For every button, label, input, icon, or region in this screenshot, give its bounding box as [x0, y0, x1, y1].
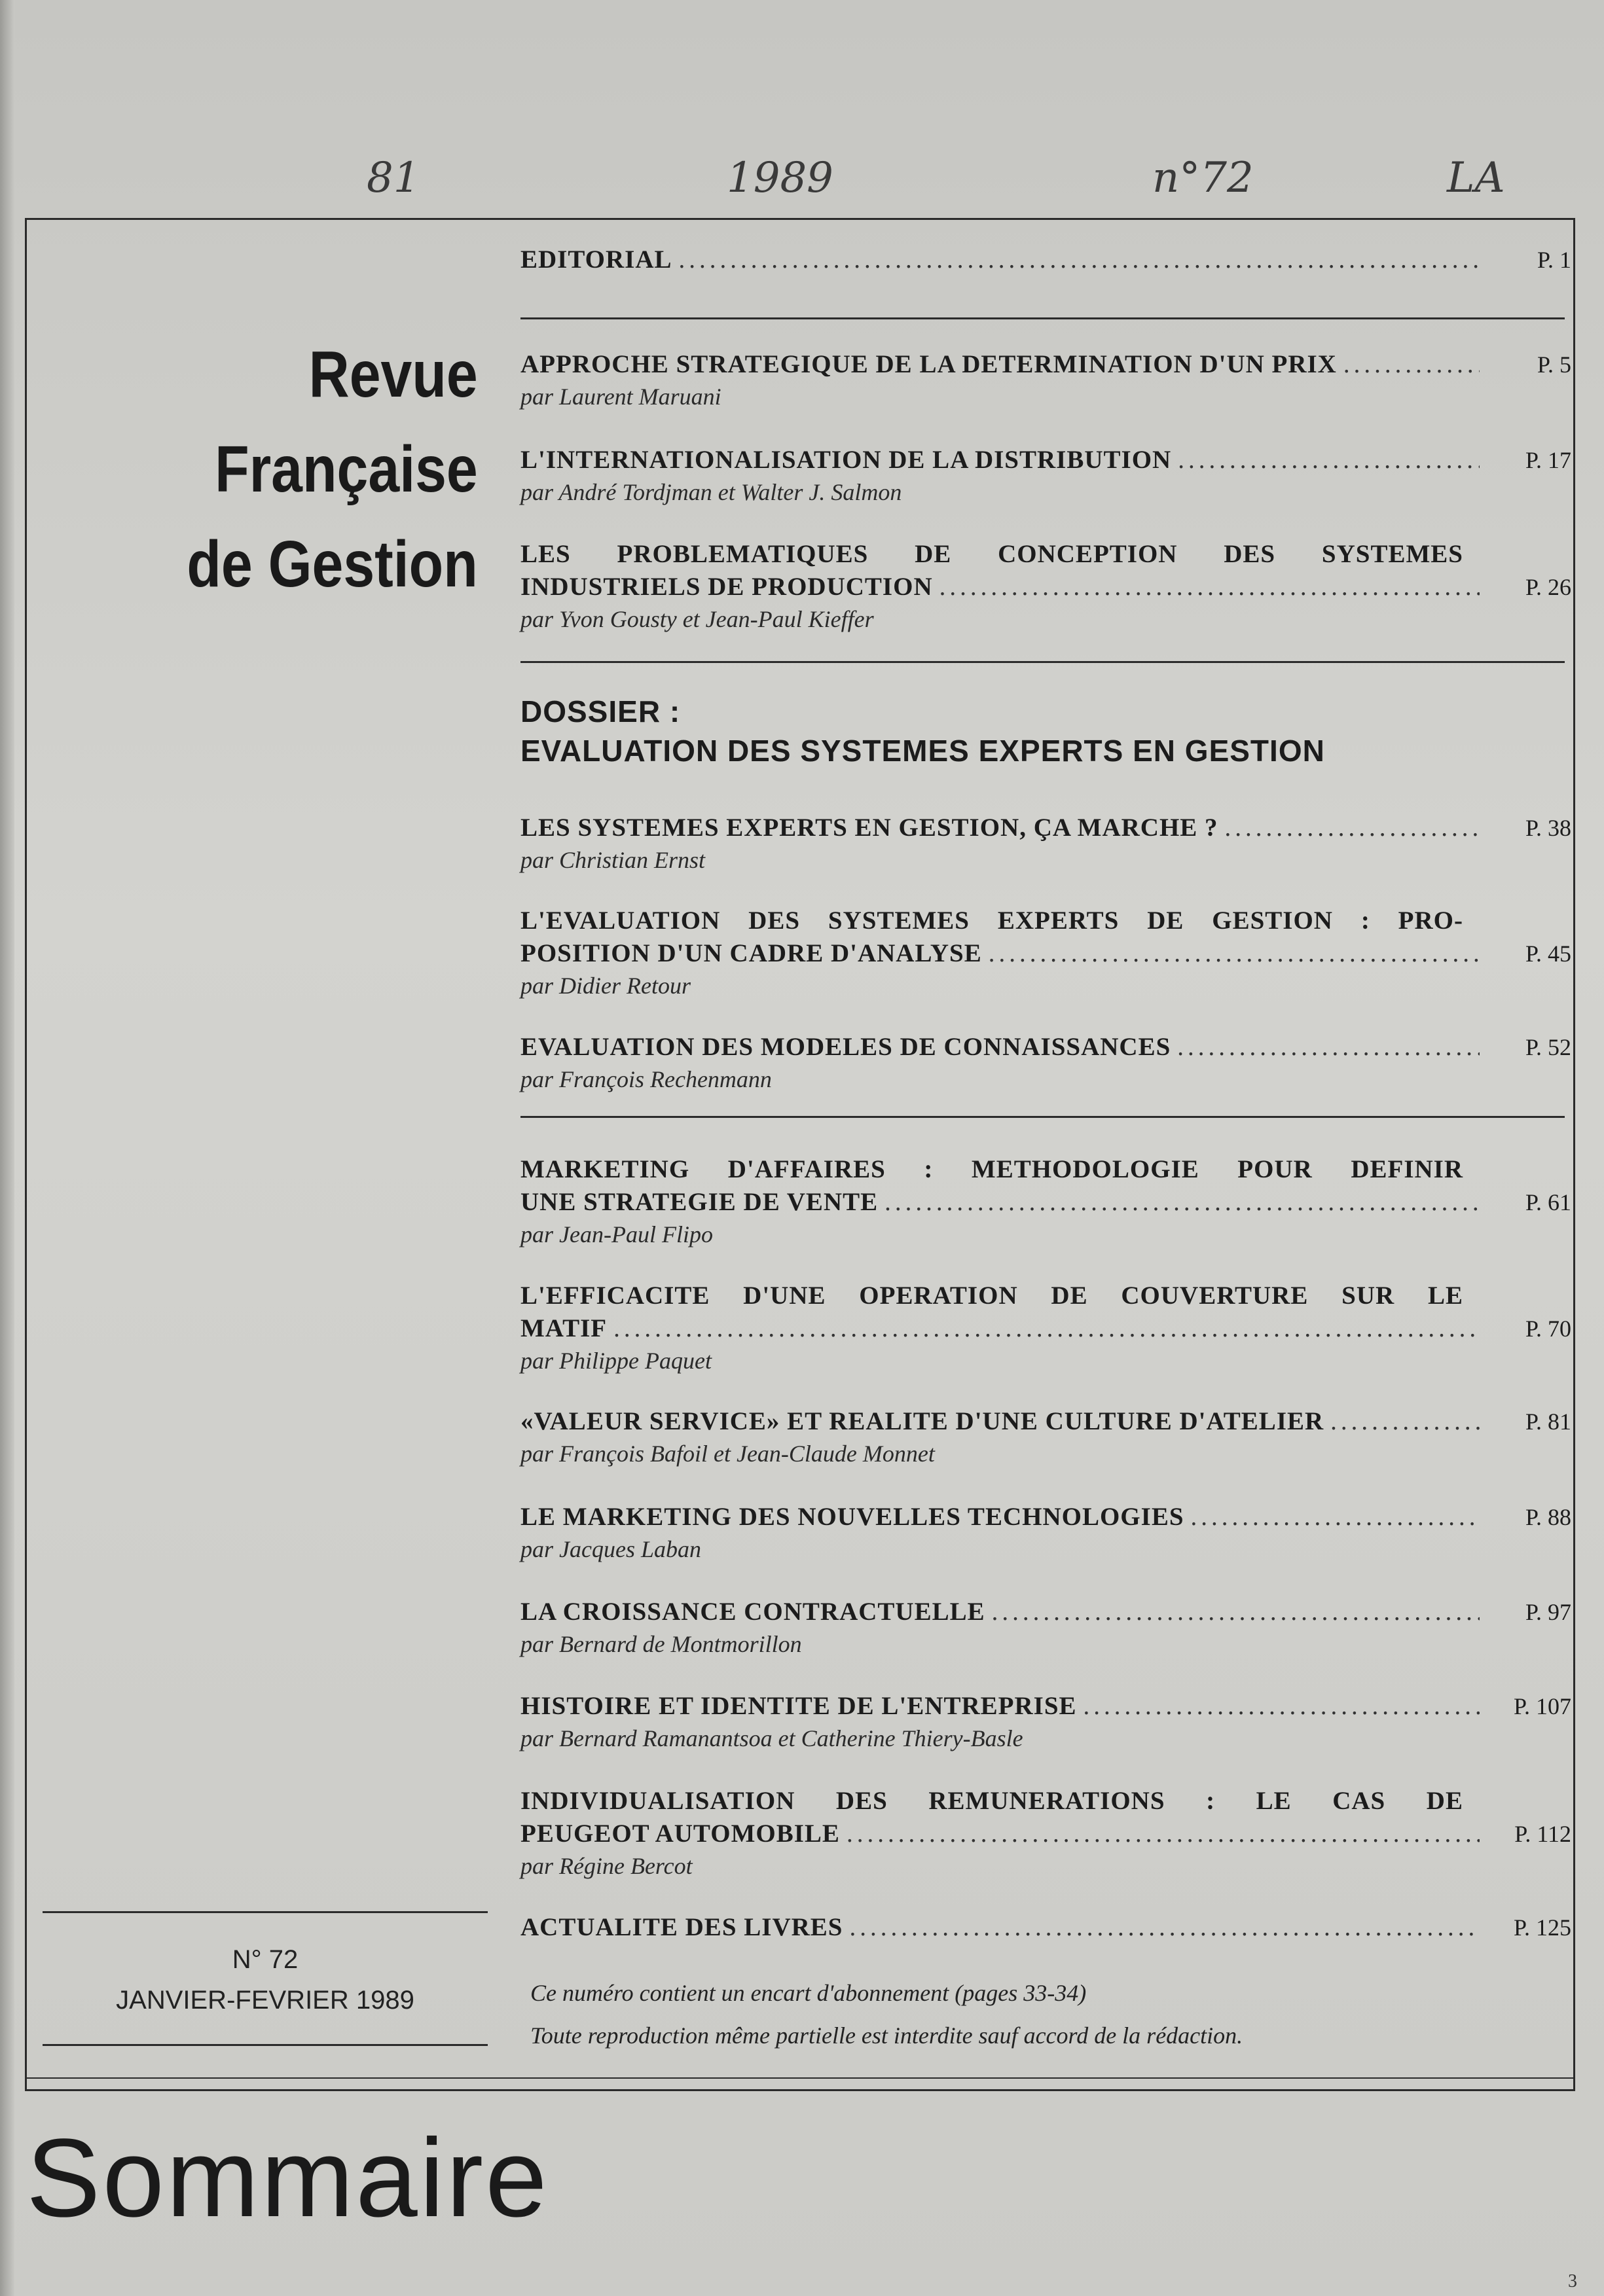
entry-page: P. 70: [1525, 1316, 1571, 1342]
entry-page: P. 45: [1525, 941, 1571, 967]
handwritten-note-2: 1989: [727, 154, 833, 202]
entry-page: P. 5: [1537, 351, 1571, 378]
entry-title-line-1: INDIVIDUALISATION DES REMUNERATIONS : LE CAS DE: [520, 1787, 1463, 1815]
entry-author: par Philippe Paquet: [520, 1348, 712, 1374]
handwritten-note-1: 81: [367, 154, 420, 202]
leader-dots: [849, 1911, 1480, 1944]
entry-title-line-2: PEUGEOT AUTOMOBILE: [520, 1820, 840, 1848]
dossier-title: EVALUATION DES SYSTEMES EXPERTS EN GESTION: [520, 734, 1325, 768]
entry-title-line-2: UNE STRATEGIE DE VENTE: [520, 1188, 879, 1216]
entry-title: LA CROISSANCE CONTRACTUELLE: [520, 1598, 985, 1626]
entry-author: par François Rechenmann: [520, 1066, 772, 1092]
entry-title: EVALUATION DES MODELES DE CONNAISSANCES: [520, 1033, 1171, 1061]
entry-title: LE MARKETING DES NOUVELLES TECHNOLOGIES: [520, 1503, 1184, 1531]
brand-line-1: Revue: [308, 338, 478, 411]
toc-entry[interactable]: [520, 1501, 1571, 1565]
toc-entry[interactable]: [520, 538, 1571, 635]
handwritten-note-4: LA: [1447, 154, 1505, 202]
entry-author: par Laurent Maruani: [520, 384, 721, 410]
leader-dots: [1178, 444, 1480, 476]
entry-author: par André Tordjman et Walter J. Salmon: [520, 479, 902, 505]
entry-title: L'INTERNATIONALISATION DE LA DISTRIBUTION: [520, 446, 1172, 474]
toc-entry[interactable]: [520, 812, 1571, 876]
toc-entry[interactable]: [520, 1280, 1571, 1376]
toc-entry[interactable]: [520, 444, 1571, 508]
toc-entry[interactable]: [520, 1031, 1571, 1095]
entry-author: par Jacques Laban: [520, 1536, 701, 1562]
leader-dots: [989, 937, 1480, 970]
entry-page: P. 17: [1525, 447, 1571, 473]
issue-info: [43, 1911, 488, 2046]
leader-dots: [613, 1312, 1480, 1345]
entry-title: «VALEUR SERVICE» ET REALITE D'UNE CULTURE D'ATELIER: [520, 1407, 1324, 1435]
toc-entry[interactable]: [520, 905, 1571, 1001]
entry-title: EDITORIAL: [520, 245, 672, 274]
section-divider: [520, 317, 1565, 319]
leader-dots: [939, 571, 1480, 603]
toc-entry[interactable]: [520, 1596, 1571, 1660]
entry-author: par Yvon Gousty et Jean-Paul Kieffer: [520, 606, 874, 632]
entry-title-line-2: INDUSTRIELS DE PRODUCTION: [520, 573, 933, 601]
frame-double-rule: [25, 2077, 1575, 2079]
section-divider: [520, 1116, 1565, 1118]
entry-author: par François Bafoil et Jean-Claude Monnet: [520, 1441, 935, 1467]
entry-title-line-2: MATIF: [520, 1314, 608, 1342]
leader-dots: [1330, 1405, 1480, 1438]
toc-entry[interactable]: [520, 348, 1571, 412]
leader-dots: [1177, 1031, 1480, 1064]
leader-dots: [847, 1818, 1480, 1850]
entry-author: par Christian Ernst: [520, 847, 706, 873]
leader-dots: [1225, 812, 1480, 844]
entry-author: par Bernard de Montmorillon: [520, 1631, 802, 1657]
entry-title-line-1: LES PROBLEMATIQUES DE CONCEPTION DES SYSTEMES: [520, 540, 1463, 568]
entry-title-line-2: POSITION D'UN CADRE D'ANALYSE: [520, 939, 982, 967]
leader-dots: [1343, 348, 1480, 381]
page-folio: 3: [1568, 2271, 1577, 2291]
entry-title: LES SYSTEMES EXPERTS EN GESTION, ÇA MARCHE ?: [520, 814, 1218, 842]
entry-title: ACTUALITE DES LIVRES: [520, 1913, 843, 1941]
entry-page: P. 112: [1514, 1821, 1571, 1847]
issue-rule-top: [43, 1911, 488, 1913]
leader-dots: [1191, 1501, 1480, 1534]
leader-dots: [884, 1186, 1480, 1219]
entry-title: HISTOIRE ET IDENTITE DE L'ENTREPRISE: [520, 1692, 1077, 1720]
entry-title-line-1: L'EVALUATION DES SYSTEMES EXPERTS DE GESTION : PRO-: [520, 906, 1463, 935]
entry-author: par Jean-Paul Flipo: [520, 1221, 713, 1247]
entry-page: P. 81: [1525, 1408, 1571, 1435]
entry-page: P. 125: [1513, 1914, 1571, 1941]
brand-line-2: Française: [215, 433, 478, 506]
entry-author: par Bernard Ramanantsoa et Catherine Thiery-Basle: [520, 1725, 1023, 1751]
entry-author: par Régine Bercot: [520, 1853, 693, 1879]
entry-title: APPROCHE STRATEGIQUE DE LA DETERMINATION D'UN PRIX: [520, 350, 1337, 378]
issue-date: JANVIER-FEVRIER 1989: [116, 1986, 414, 2015]
issue-notes: [530, 1972, 1243, 2057]
entry-page: P. 52: [1525, 1034, 1571, 1060]
entry-page: P. 97: [1525, 1599, 1571, 1625]
leader-dots: [679, 243, 1480, 276]
leader-dots: [1084, 1690, 1480, 1723]
entry-page: P. 38: [1525, 815, 1571, 841]
leader-dots: [992, 1596, 1480, 1628]
dossier-label: DOSSIER :: [520, 694, 681, 728]
subscription-note: Ce numéro contient un encart d'abonnement (pages 33-34): [530, 1980, 1087, 2006]
handwritten-note-3: n°72: [1152, 154, 1254, 202]
brand-line-3: de Gestion: [187, 528, 478, 601]
toc-entry[interactable]: [520, 1785, 1571, 1882]
entry-page: P. 61: [1525, 1189, 1571, 1215]
entry-page: P. 88: [1525, 1504, 1571, 1530]
section-divider: [520, 661, 1565, 663]
entry-page: P. 26: [1525, 574, 1571, 600]
journal-brand: [187, 327, 478, 612]
binding-shadow: [0, 0, 14, 2296]
entry-page: P. 1: [1537, 247, 1571, 273]
issue-rule-bottom: [43, 2044, 488, 2046]
toc-entry[interactable]: [520, 1153, 1571, 1250]
toc-entry[interactable]: [520, 1405, 1571, 1469]
toc-entry-editorial[interactable]: [520, 243, 1571, 276]
entry-author: par Didier Retour: [520, 973, 691, 999]
entry-title-line-1: MARKETING D'AFFAIRES : METHODOLOGIE POUR DEFINIR: [520, 1155, 1463, 1183]
toc-entry-books[interactable]: [520, 1911, 1571, 1944]
copyright-note: Toute reproduction même partielle est interdite sauf accord de la rédaction.: [530, 2022, 1243, 2049]
sommaire-heading: Sommaire: [26, 2116, 549, 2240]
entry-page: P. 107: [1513, 1693, 1571, 1719]
entry-title-line-1: L'EFFICACITE D'UNE OPERATION DE COUVERTURE SUR LE: [520, 1282, 1463, 1310]
toc-entry[interactable]: [520, 1690, 1571, 1754]
issue-number: N° 72: [232, 1945, 299, 1974]
